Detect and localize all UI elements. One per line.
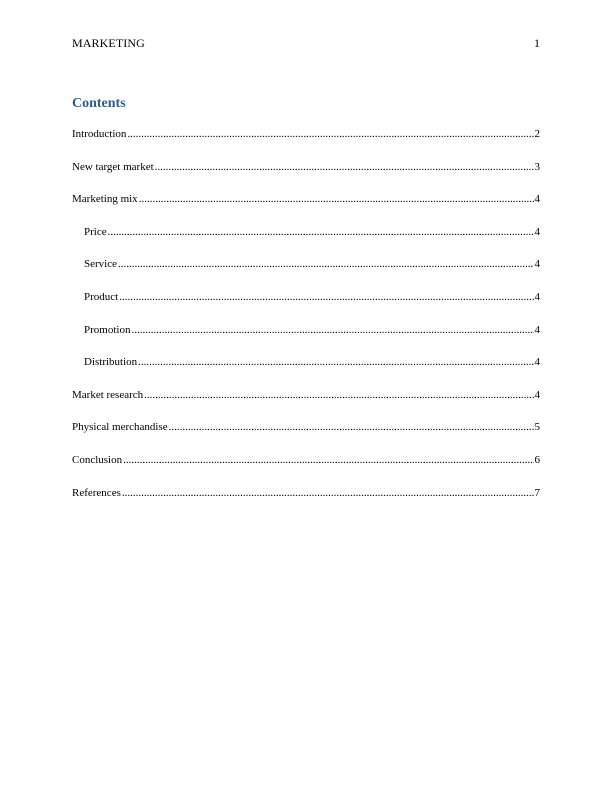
toc-entry-page: 4 bbox=[534, 193, 540, 206]
toc-entry-title: Physical merchandise bbox=[72, 421, 168, 434]
toc-entry-title: Distribution bbox=[84, 356, 138, 369]
toc-entry-marketing-mix[interactable] bbox=[72, 192, 540, 225]
toc-entry-title: Product bbox=[84, 290, 119, 303]
toc-entry-title: Market research bbox=[72, 388, 144, 401]
toc-dot-leader bbox=[122, 486, 534, 500]
toc-dot-leader bbox=[139, 192, 534, 206]
toc-entry-page: 4 bbox=[534, 356, 540, 369]
toc-entry-title: New target market bbox=[72, 160, 154, 173]
toc-entry-physical-merchandise[interactable] bbox=[72, 420, 540, 453]
toc-entry-title: Marketing mix bbox=[72, 193, 138, 206]
toc-entry-product[interactable] bbox=[72, 290, 540, 323]
toc-entry-title: Service bbox=[84, 258, 117, 271]
toc-dot-leader bbox=[131, 323, 533, 337]
toc-entry-page: 4 bbox=[534, 388, 540, 401]
toc-dot-leader bbox=[119, 290, 533, 304]
toc-dot-leader bbox=[138, 355, 533, 369]
toc-dot-leader bbox=[123, 453, 533, 467]
toc-entry-price[interactable] bbox=[72, 225, 540, 258]
toc-entry-promotion[interactable] bbox=[72, 323, 540, 356]
toc-entry-introduction[interactable] bbox=[72, 127, 540, 160]
toc-entry-page: 4 bbox=[534, 225, 540, 238]
toc-entry-title: Conclusion bbox=[72, 453, 123, 466]
toc-entry-references[interactable] bbox=[72, 486, 540, 519]
toc-entry-title: Introduction bbox=[72, 128, 127, 140]
table-of-contents bbox=[72, 127, 540, 518]
toc-entry-conclusion[interactable] bbox=[72, 453, 540, 486]
toc-entry-market-research[interactable] bbox=[72, 388, 540, 421]
toc-entry-page: 4 bbox=[534, 290, 540, 303]
toc-dot-leader bbox=[169, 420, 534, 434]
toc-entry-page: 3 bbox=[534, 160, 540, 173]
running-head: MARKETING bbox=[72, 36, 145, 50]
toc-entry-page: 4 bbox=[534, 258, 540, 271]
toc-heading: Contents bbox=[72, 96, 126, 111]
toc-entry-page: 6 bbox=[534, 453, 540, 466]
toc-entry-page: 4 bbox=[534, 323, 540, 336]
toc-entry-service[interactable] bbox=[72, 257, 540, 290]
toc-dot-leader bbox=[144, 388, 533, 402]
toc-dot-leader bbox=[118, 257, 534, 271]
toc-entry-title: References bbox=[72, 486, 121, 499]
toc-entry-new-target-market[interactable] bbox=[72, 160, 540, 193]
toc-entry-page: 2 bbox=[534, 128, 540, 140]
toc-dot-leader bbox=[127, 127, 533, 141]
toc-entry-page: 5 bbox=[534, 421, 540, 434]
toc-entry-title: Price bbox=[84, 225, 107, 238]
page-number: 1 bbox=[534, 36, 540, 50]
toc-dot-leader bbox=[108, 225, 534, 239]
toc-dot-leader bbox=[155, 160, 534, 174]
toc-entry-distribution[interactable] bbox=[72, 355, 540, 388]
toc-entry-page: 7 bbox=[534, 486, 540, 499]
toc-entry-title: Promotion bbox=[84, 323, 131, 336]
